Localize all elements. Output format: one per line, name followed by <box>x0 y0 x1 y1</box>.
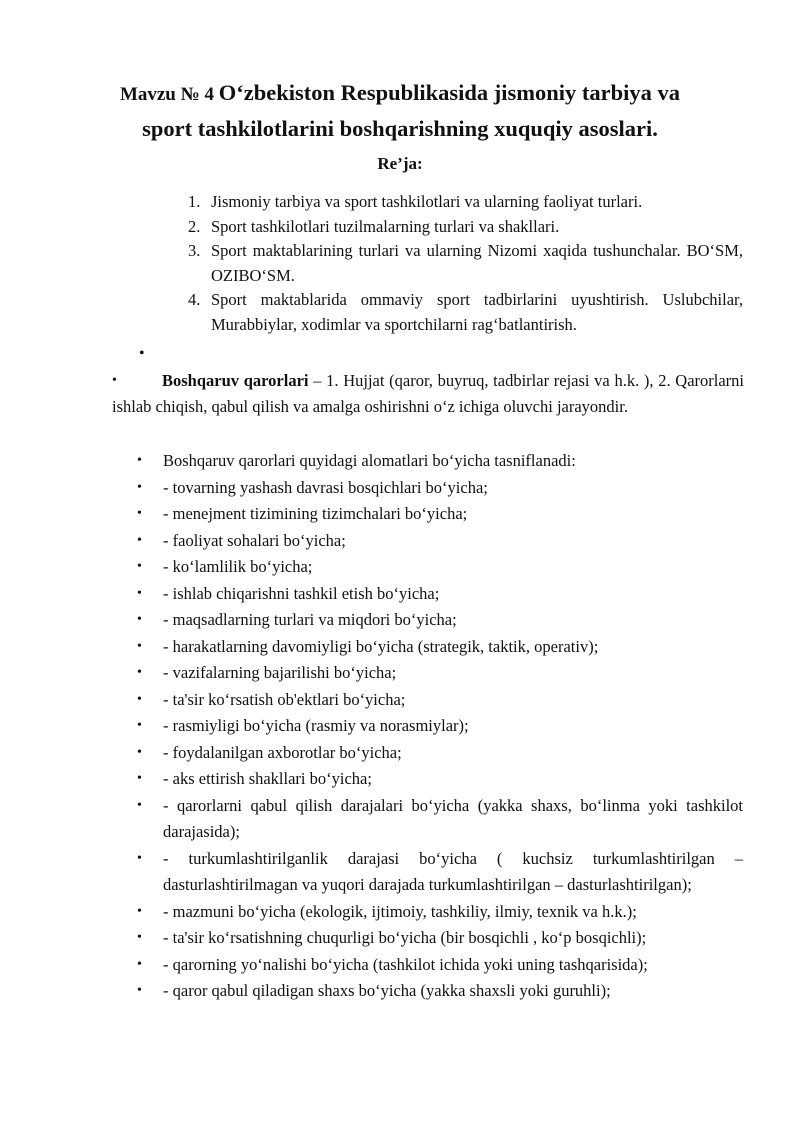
bullet-icon: • <box>137 612 142 627</box>
bullet-icon: • <box>137 585 142 601</box>
bullet-icon: • <box>137 559 142 574</box>
bullet-icon: • <box>137 453 142 468</box>
list-item-text: - ishlab chiqarishni tashkil etish bo‘yicha; <box>163 583 440 603</box>
bullet-icon: • <box>112 373 117 388</box>
list-item <box>137 607 743 634</box>
bullet-icon: • <box>137 956 142 972</box>
list-item-text: - faoliyat sohalari bo‘yicha; <box>163 530 346 550</box>
list-item-text: - harakatlarning davomiyligi bo‘yicha (strategik, taktik, operativ); <box>163 636 599 656</box>
list-item <box>137 713 743 740</box>
bullet-icon: • <box>137 665 142 680</box>
bullet-icon: • <box>137 771 142 786</box>
plan-item <box>188 215 743 240</box>
empty-bullet-icon: • <box>139 345 145 362</box>
bullet-icon: • <box>137 797 142 813</box>
definition-paragraph <box>112 368 744 420</box>
bullet-icon: • <box>137 930 142 945</box>
list-item-text: - qaror qabul qiladigan shaxs bo‘yicha (yakka shaxsli yoki guruhli); <box>163 981 611 1000</box>
bullet-icon: • <box>137 506 142 521</box>
page-title <box>100 76 700 146</box>
list-item <box>137 634 743 661</box>
list-item <box>137 925 743 952</box>
list-item-text: - mazmuni bo‘yicha (ekologik, ijtimoiy, tashkiliy, ilmiy, texnik va h.k.); <box>163 901 637 921</box>
plan-item-text: Sport maktablarining turlari va ularning Nizomi xaqida tushunchalar. BO‘SM, OZIBO‘SM. <box>211 241 743 285</box>
list-item <box>137 528 743 555</box>
list-item-text: - rasmiyligi bo‘yicha (rasmiy va norasmiylar); <box>163 716 469 735</box>
bullet-icon: • <box>137 691 142 707</box>
list-item-text: - aks ettirish shakllari bo‘yicha; <box>163 769 372 788</box>
list-item <box>137 501 743 528</box>
list-item <box>137 660 743 687</box>
list-item <box>137 899 743 926</box>
list-item-text: - ko‘lamlilik bo‘yicha; <box>163 557 313 576</box>
list-item-text: - ta'sir ko‘rsatish ob'ektlari bo‘yicha; <box>163 689 406 709</box>
list-item <box>137 978 743 1005</box>
list-item <box>137 448 743 475</box>
bullet-icon: • <box>137 850 142 866</box>
list-item <box>137 581 743 608</box>
list-item <box>137 740 743 767</box>
plan-item-number: 3. <box>188 241 201 260</box>
list-item-text: - tovarning yashash davrasi bosqichlari bo‘yicha; <box>163 477 488 497</box>
topic-number: Mavzu № 4 <box>119 84 219 105</box>
bullet-icon: • <box>137 718 142 733</box>
list-item-text: - maqsadlarning turlari va miqdori bo‘yicha; <box>163 610 457 629</box>
list-item-text: - ta'sir ko‘rsatishning chuqurligi bo‘yicha (bir bosqichli , ko‘p bosqichli); <box>163 928 647 947</box>
plan-item-number: 1. <box>188 192 201 211</box>
list-item <box>137 687 743 714</box>
list-item <box>137 475 743 502</box>
plan-heading: Re’ja: <box>377 154 423 173</box>
plan-item-text: Sport tashkilotlari tuzilmalarning turlari va shakllari. <box>211 216 560 236</box>
bullet-icon: • <box>137 479 142 495</box>
bullet-icon: • <box>137 903 142 919</box>
list-item-text: - vazifalarning bajarilishi bo‘yicha; <box>163 663 397 682</box>
list-item <box>137 554 743 581</box>
plan-item-text: Jismoniy tarbiya va sport tashkilotlari va ularning faoliyat turlari. <box>211 192 643 211</box>
bullet-icon: • <box>137 983 142 998</box>
plan-item-text: Sport maktablarida ommaviy sport tadbirlarini uyushtirish. Uslubchilar, Murabbiylar, xodimlar va sportchilarni rag‘batlantirish. <box>211 290 743 334</box>
plan-item <box>188 190 743 215</box>
definition-text: – 1. Hujjat (qaror, buyruq, tadbirlar rejasi va h.k. ), 2. Qarorlarni ishlab chiqish, qabul qilish va amalga oshirishni o‘z ichiga oluvchi jarayondir. <box>112 371 744 416</box>
list-item <box>137 793 743 846</box>
list-item-text: - menejment tizimining tizimchalari bo‘yicha; <box>163 504 468 523</box>
list-item-text: - qarorlarni qabul qilish darajalari bo‘yicha (yakka shaxs, bo‘linma yoki tashkilot darajasida); <box>163 795 743 841</box>
plan-list <box>188 190 743 337</box>
list-item-text: - foydalanilgan axborotlar bo‘yicha; <box>163 742 402 762</box>
list-item-text: Boshqaruv qarorlari quyidagi alomatlari bo‘yicha tasniflanadi: <box>163 451 576 470</box>
plan-item-number: 2. <box>188 216 201 236</box>
bullet-icon: • <box>137 638 142 654</box>
plan-item <box>188 288 743 337</box>
list-item <box>137 952 743 979</box>
topic-title: O‘zbekiston Respublikasida jismoniy tarbiya va sport tashkilotlarini boshqarishning xuquqiy asoslari. <box>142 80 681 141</box>
plan-item <box>188 239 743 288</box>
list-item-text: - turkumlashtirilganlik darajasi bo‘yicha ( kuchsiz turkumlashtirilgan – dasturlashtirilmagan va yuqori darajada turkumlashtirilgan – dasturlashtirilgan); <box>163 848 743 894</box>
list-item-text: - qarorning yo‘nalishi bo‘yicha (tashkilot ichida yoki uning tashqarisida); <box>163 954 648 974</box>
list-item <box>137 846 743 899</box>
criteria-list <box>137 448 743 1005</box>
bullet-icon: • <box>137 744 142 760</box>
definition-term: Boshqaruv qarorlari <box>162 371 309 390</box>
list-item <box>137 766 743 793</box>
plan-item-number: 4. <box>188 290 201 309</box>
bullet-icon: • <box>137 532 142 548</box>
